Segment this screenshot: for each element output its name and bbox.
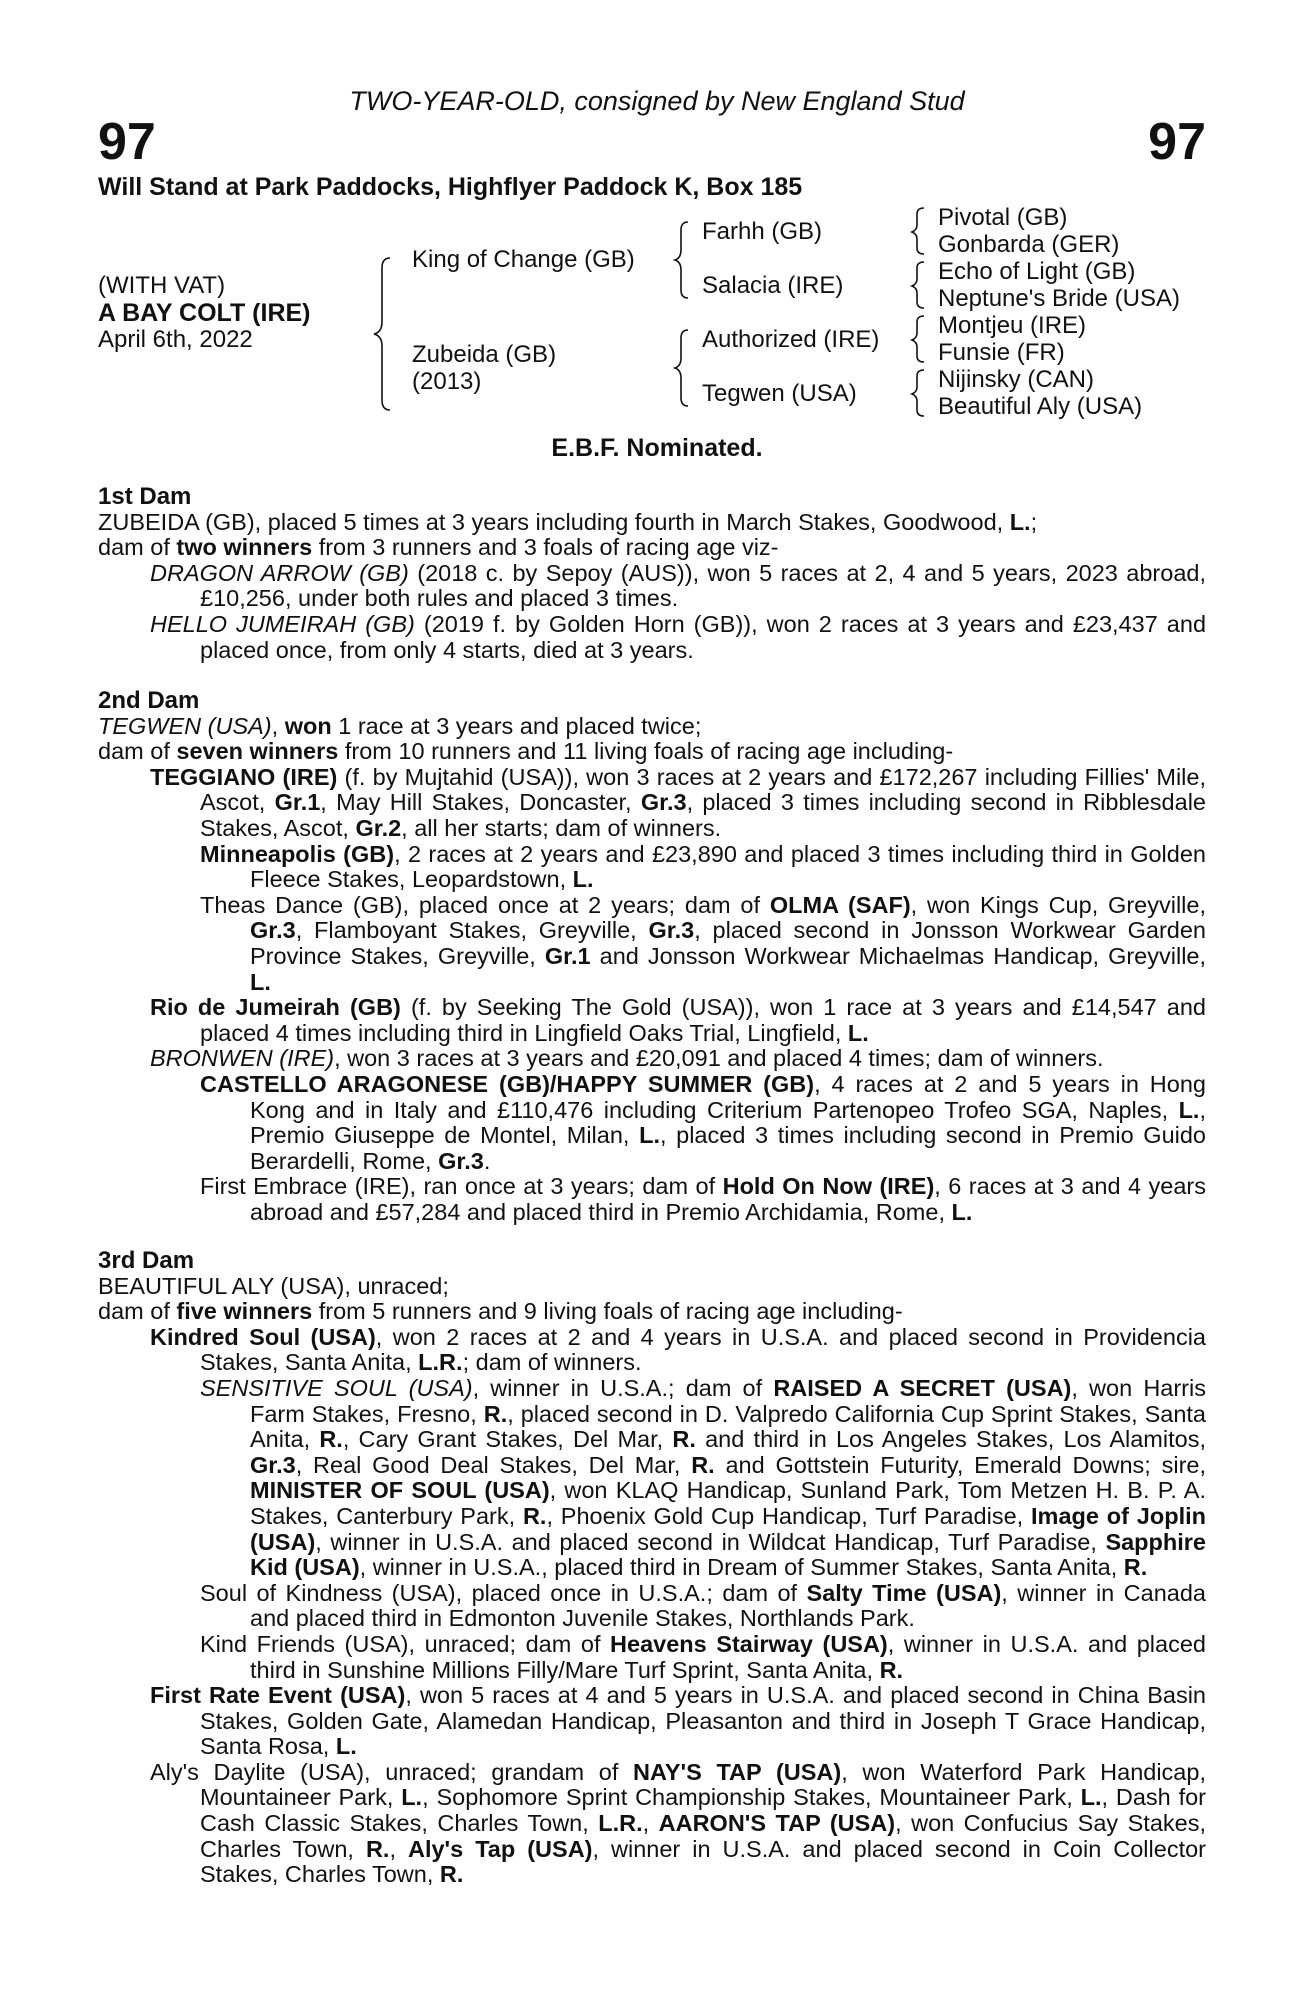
produce-entry: BRONWEN (IRE), won 3 races at 3 years and £20,091 and placed 4 times; dam of winners. (150, 1045, 1104, 1072)
produce-summary: dam of two winners from 3 runners and 3 foals of racing age viz- (98, 534, 779, 561)
lot-number-left: 97 (98, 113, 156, 171)
produce-entry: Theas Dance (GB), placed once at 2 years; dam of OLMA (SAF), won Kings Cup, Greyville, Gr.3, Flamboyant Stakes, Greyville, Gr.3, placed second in Jonsson Workwear Garden Province Stakes, Greyville, Gr.1 and Jonsson Workwear Michaelmas Handicap, Greyville, L. (200, 891, 1207, 995)
dam-year: (2013) (412, 368, 482, 395)
produce-entry: Kind Friends (USA), unraced; dam of Heavens Stairway (USA), winner in U.S.A. and placed third in Sunshine Millions Filly/Mare Turf Sprint, Santa Anita, R. (200, 1630, 1206, 1683)
gen3-3: Echo of Light (GB) (938, 258, 1136, 285)
vat-note: (WITH VAT) (98, 272, 226, 299)
produce-entry: SENSITIVE SOUL (USA), winner in U.S.A.; dam of RAISED A SECRET (USA), won Harris Farm Stakes, Fresno, R., placed second in D. Valpredo California Cup Sprint Stakes, Santa Anita, R., Cary Grant Stakes, Del Mar, R. and third in Los Angeles Stakes, Los Alamitos, Gr.3, Real Good Deal Stakes, Del Mar, R. and Gottstein Futurity, Emerald Downs; sire, MINISTER OF SOUL (USA), won KLAQ Handicap, Sunland Park, Tom Metzen H. B. P. A. Stakes, Canterbury Park, R., Phoenix Gold Cup Handicap, Turf Paradise, Image of Joplin (USA), winner in U.S.A. and placed second in Wildcat Handicap, Turf Paradise, Sapphire Kid (USA), winner in U.S.A., placed third in Dream of Summer Stakes, Santa Anita, R. (200, 1374, 1207, 1581)
dam-summary: ZUBEIDA (GB), placed 5 times at 3 years including fourth in March Stakes, Goodwood, L.; (98, 508, 1038, 535)
brace-salacia (912, 262, 924, 308)
produce-entry: First Embrace (IRE), ran once at 3 years; dam of Hold On Now (IRE), 6 races at 3 and 4 years abroad and £57,284 and placed third in Premio Archidamia, Rome, L. (200, 1173, 1206, 1225)
produce-entry: Rio de Jumeirah (GB) (f. by Seeking The Gold (USA)), won 1 race at 3 years and £14,547 and placed 4 times including third in Lingfield Oaks Trial, Lingfield, L. (150, 994, 1206, 1046)
produce-summary: dam of five winners from 5 runners and 9 living foals of racing age including- (98, 1298, 903, 1325)
produce-entry: CASTELLO ARAGONESE (GB)/HAPPY SUMMER (GB), 4 races at 2 and 5 years in Hong Kong and in Italy and £110,476 including Criterium Partenopeo Trofeo SGA, Naples, L., Premio Giuseppe de Montel, Milan, L., placed 3 times including second in Premio Guido Berardelli, Rome, Gr.3. (200, 1070, 1207, 1174)
dam-summary: TEGWEN (USA), won 1 race at 3 years and placed twice; (98, 712, 702, 739)
produce-summary: dam of seven winners from 10 runners and 11 living foals of racing age including- (98, 738, 954, 765)
dam-dam: Tegwen (USA) (702, 380, 857, 407)
sire-sire: Farhh (GB) (702, 218, 823, 245)
gen3-2: Gonbarda (GER) (938, 231, 1120, 258)
produce-entry: Kindred Soul (USA), won 2 races at 2 and 4 years in U.S.A. and placed second in Providencia Stakes, Santa Anita, L.R.; dam of winners. (150, 1323, 1206, 1376)
dam-sire: Authorized (IRE) (702, 326, 880, 353)
produce-entry: TEGGIANO (IRE) (f. by Mujtahid (USA)), won 3 races at 2 years and £172,267 including Fillies' Mile, Ascot, Gr.1, May Hill Stakes, Doncaster, Gr.3, placed 3 times including second in Ribblesdale Stakes, Ascot, Gr.2, all her starts; dam of winners. (150, 763, 1206, 841)
brace-authorized (912, 316, 924, 362)
gen3-5: Montjeu (IRE) (938, 312, 1087, 339)
gen3-4: Neptune's Bride (USA) (938, 285, 1181, 312)
produce-entry: Aly's Daylite (USA), unraced; grandam of NAY'S TAP (USA), won Waterford Park Handicap, Mountaineer Park, L., Sophomore Sprint Championship Stakes, Mountaineer Park, L., Dash for Cash Classic Stakes, Charles Town, L.R., AARON'S TAP (USA), won Confucius Say Stakes, Charles Town, R., Aly's Tap (USA), winner in U.S.A. and placed second in Coin Collector Stakes, Charles Town, R. (150, 1758, 1207, 1888)
brace-sire (675, 222, 688, 298)
section-heading: 2nd Dam (98, 687, 200, 714)
stand-location: Will Stand at Park Paddocks, Highflyer Paddock K, Box 185 (98, 173, 803, 201)
brace-main (374, 258, 390, 410)
produce-entry: Minneapolis (GB), 2 races at 2 years and £23,890 and placed 3 times including third in Golden Fleece Stakes, Leopardstown, L. (200, 840, 1206, 893)
pedigree-braces (0, 0, 1314, 420)
lot-number-right: 97 (1148, 113, 1206, 171)
gen3-6: Funsie (FR) (938, 339, 1065, 366)
section-heading: 1st Dam (98, 483, 192, 510)
gen3-1: Pivotal (GB) (938, 204, 1068, 231)
produce-entry: HELLO JUMEIRAH (GB) (2019 f. by Golden Horn (GB)), won 2 races at 3 years and £23,437 and placed once, from only 4 starts, died at 3 years. (150, 610, 1207, 663)
ebf-note: E.B.F. Nominated. (551, 434, 763, 462)
dam-summary: BEAUTIFUL ALY (USA), unraced; (98, 1272, 449, 1299)
sire: King of Change (GB) (412, 246, 635, 273)
brace-dam (675, 330, 688, 406)
foaling-date: April 6th, 2022 (98, 326, 253, 353)
brace-tegwen (912, 370, 924, 416)
gen3-7: Nijinsky (CAN) (938, 366, 1094, 393)
brace-farhh (912, 208, 924, 254)
produce-entry: First Rate Event (USA), won 5 races at 4 and 5 years in U.S.A. and placed second in China Basin Stakes, Golden Gate, Alamedan Handicap, Pleasanton and third in Joseph T Grace Handicap, Santa Rosa, L. (150, 1682, 1206, 1760)
consignment-line: TWO-YEAR-OLD, consigned by New England Stud (349, 86, 965, 116)
dam: Zubeida (GB) (412, 341, 557, 368)
first-dam-section (98, 484, 1206, 663)
horse-name: A BAY COLT (IRE) (98, 299, 311, 327)
gen3-8: Beautiful Aly (USA) (938, 393, 1143, 420)
third-dam-section (98, 1248, 1206, 1888)
second-dam-section (98, 688, 1206, 1225)
sire-dam: Salacia (IRE) (702, 272, 844, 299)
produce-entry: DRAGON ARROW (GB) (2018 c. by Sepoy (AUS)), won 5 races at 2, 4 and 5 years, 2023 abroad, £10,256, under both rules and placed 3 times. (150, 559, 1206, 612)
section-heading: 3rd Dam (98, 1247, 195, 1274)
produce-entry: Soul of Kindness (USA), placed once in U.S.A.; dam of Salty Time (USA), winner in Canada and placed third in Edmonton Juvenile Stakes, Northlands Park. (200, 1579, 1207, 1632)
